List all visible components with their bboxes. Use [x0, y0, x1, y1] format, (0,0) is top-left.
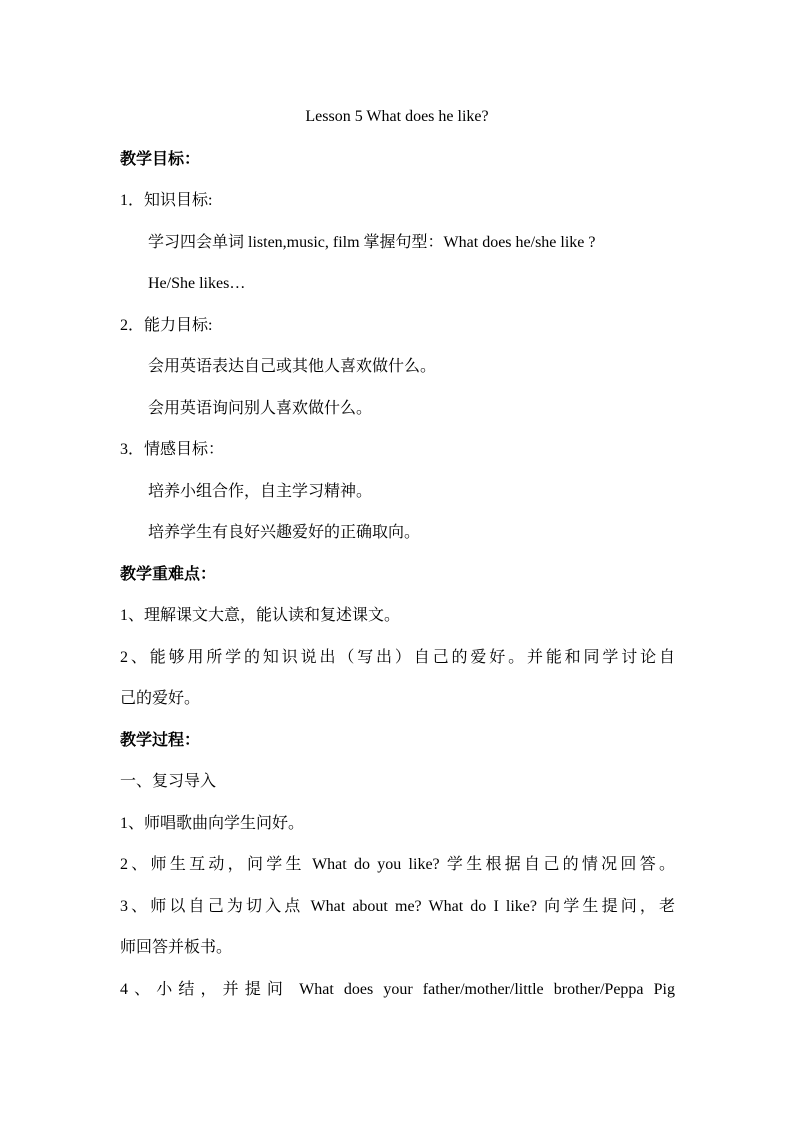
teaching-process-heading: 教学过程：	[120, 732, 201, 749]
goal-1-line-2: He/She likes…	[148, 275, 246, 292]
step-2: 2、师生互动，问学生 What do you like? 学生根据自己的情况回答。	[120, 856, 675, 873]
key-point-2-line-1: 2、能够用所学的知识说出（写出）自己的爱好。并能和同学讨论自	[120, 649, 675, 666]
key-point-1: 1、理解课文大意，能认读和复述课文。	[120, 607, 401, 624]
goal-1-label: 1．知识目标:	[120, 192, 213, 209]
key-points-heading: 教学重难点：	[120, 566, 217, 583]
goal-3-label: 3．情感目标：	[120, 441, 225, 458]
goal-2-line-1: 会用英语表达自己或其他人喜欢做什么。	[148, 358, 437, 375]
page-title: Lesson 5 What does he like?	[305, 108, 489, 125]
key-point-2-line-2: 己的爱好。	[120, 690, 201, 707]
goal-2-line-2: 会用英语询问别人喜欢做什么。	[148, 400, 373, 417]
step-3-line-2: 师回答并板书。	[120, 939, 233, 956]
goal-1-line-1: 学习四会单词 listen,music, film 掌握句型：What does he/she like ?	[148, 234, 596, 251]
goal-3-line-1: 培养小组合作，自主学习精神。	[148, 483, 373, 500]
teaching-goals-heading: 教学目标：	[120, 151, 201, 168]
goal-2-label: 2．能力目标:	[120, 317, 213, 334]
step-3-line-1: 3、师以自己为切入点 What about me? What do I like? 向学生提问，老	[120, 898, 675, 915]
step-4-line-1: 4、小结，并提问 What does your father/mother/little brother/Peppa Pig	[120, 981, 675, 998]
step-1: 1、师唱歌曲向学生问好。	[120, 815, 305, 832]
goal-3-line-2: 培养学生有良好兴趣爱好的正确取向。	[148, 524, 421, 541]
section-1-title: 一、复习导入	[120, 773, 217, 790]
